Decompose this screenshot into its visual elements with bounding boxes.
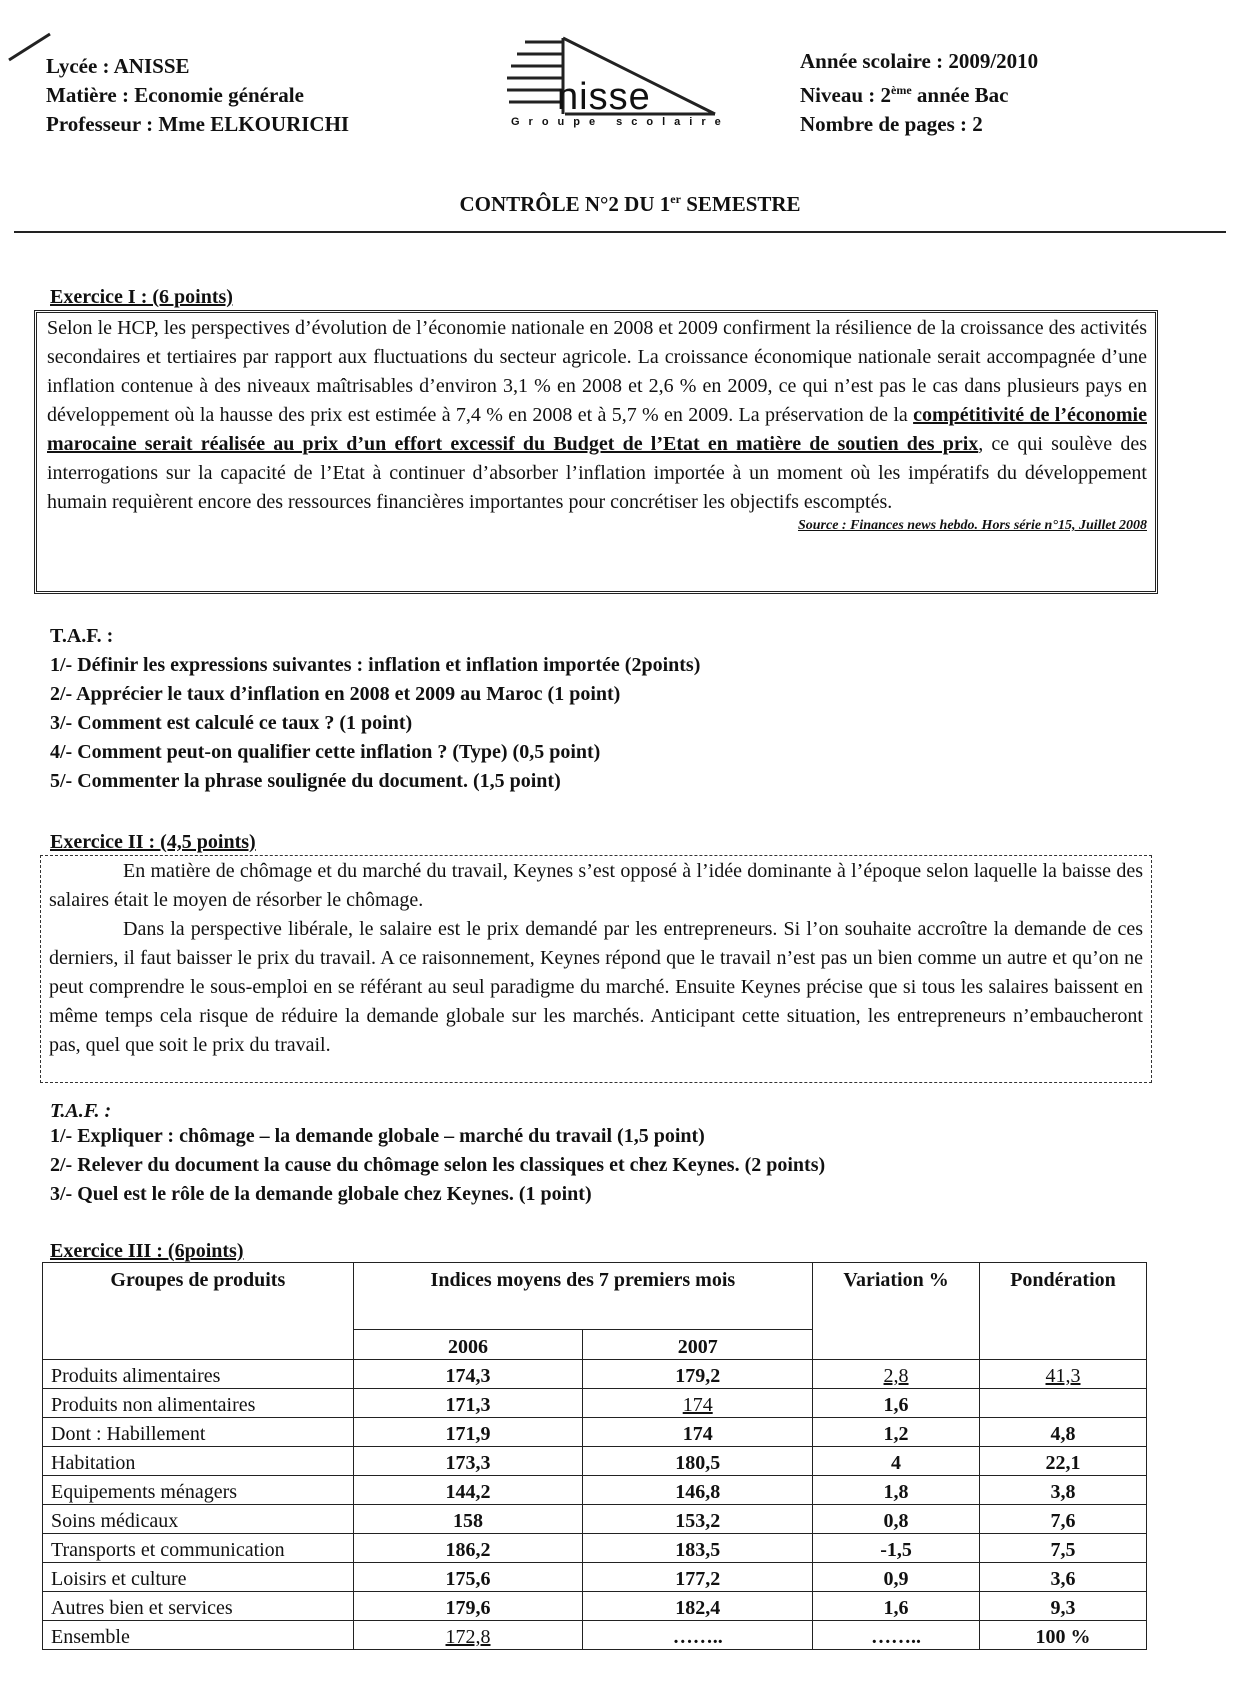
variation-cell: 0,9 xyxy=(813,1563,980,1592)
table-row xyxy=(43,1563,1147,1592)
ex1-question: 1/- Définir les expressions suivantes : inflation et inflation importée (2points) xyxy=(50,654,701,676)
value-2006-cell: 179,6 xyxy=(353,1592,583,1621)
group-cell: Habitation xyxy=(43,1447,354,1476)
ponderation-cell: 7,6 xyxy=(980,1505,1147,1534)
ex1-heading-text: Exercice I : (6 points) xyxy=(50,286,233,308)
ex2-question: 1/- Expliquer : chômage – la demande globale – marché du travail (1,5 point) xyxy=(50,1125,705,1147)
group-cell: Ensemble xyxy=(43,1621,354,1650)
ex2-questions xyxy=(50,1122,825,1209)
group-cell: Produits non alimentaires xyxy=(43,1389,354,1418)
value-2007-cell: 179,2 xyxy=(583,1360,813,1389)
variation-cell: 1,6 xyxy=(813,1389,980,1418)
value-2006-cell: 171,9 xyxy=(353,1418,583,1447)
logo-text: nisse xyxy=(557,76,651,118)
variation-cell: 1,6 xyxy=(813,1592,980,1621)
ex1-question: 5/- Commenter la phrase soulignée du document. (1,5 point) xyxy=(50,770,561,792)
page-count: Nombre de pages : 2 xyxy=(800,112,983,136)
group-cell: Equipements ménagers xyxy=(43,1476,354,1505)
group-cell: Autres bien et services xyxy=(43,1592,354,1621)
value-2007-cell: 183,5 xyxy=(583,1534,813,1563)
group-cell: Produits alimentaires xyxy=(43,1360,354,1389)
variation-cell: 4 xyxy=(813,1447,980,1476)
ex1-question: 2/- Apprécier le taux d’inflation en 2008 et 2009 au Maroc (1 point) xyxy=(50,683,621,705)
value-2007-cell: 153,2 xyxy=(583,1505,813,1534)
table-row xyxy=(43,1360,1147,1389)
level-suffix: année Bac xyxy=(911,83,1009,107)
ponderation-cell: 22,1 xyxy=(980,1447,1147,1476)
variation-cell: 1,8 xyxy=(813,1476,980,1505)
ponderation-cell: 100 % xyxy=(980,1621,1147,1650)
table-row xyxy=(43,1389,1147,1418)
value-2007-cell: 177,2 xyxy=(583,1563,813,1592)
ponderation-cell: 3,6 xyxy=(980,1563,1147,1592)
teacher: Professeur : Mme ELKOURICHI xyxy=(46,112,350,136)
ponderation-cell: 41,3 xyxy=(1045,1365,1081,1387)
ex3-heading-text: Exercice III : (6points) xyxy=(50,1240,244,1262)
value-2006-cell: 175,6 xyxy=(353,1563,583,1592)
value-2007-cell: 182,4 xyxy=(583,1592,813,1621)
table-row-total xyxy=(43,1621,1147,1650)
header-right xyxy=(800,47,1038,139)
ex2-document-box xyxy=(40,855,1152,1083)
value-2007-cell: 174 xyxy=(682,1394,713,1416)
title-suffix: SEMESTRE xyxy=(680,192,801,216)
table-row xyxy=(43,1592,1147,1621)
ponderation-cell: 9,3 xyxy=(980,1592,1147,1621)
ex3-table xyxy=(42,1262,1147,1650)
title-sup: er xyxy=(670,192,681,206)
table-header-row xyxy=(43,1263,1147,1330)
ex1-question: 3/- Comment est calculé ce taux ? (1 point) xyxy=(50,712,413,734)
col-groups-header: Groupes de produits xyxy=(43,1263,354,1360)
header-left xyxy=(46,52,349,139)
col-2006-header: 2006 xyxy=(353,1330,583,1360)
ex1-text-before: Selon le HCP, les perspectives d’évolution de l’économie nationale en 2008 et 2009 confirment la résilience de la croissance des activités secondaires et tertiaires par rapport aux fluctuations du secteur agricole. La croissance économique nationale serait accompagnée d’une inflation contenue à des niveaux maîtrisables d’environ 3,1 % en 2008 et 2,6 % en 2009, ce qui n’est pas le cas dans plusieurs pays en développement où la hausse des prix est estimée à 7,4 % en 2008 et à 5,7 % en 2009. La préservation de la xyxy=(47,317,1147,426)
ex1-questions xyxy=(50,651,700,796)
col-variation-header: Variation % xyxy=(813,1263,980,1360)
variation-cell: -1,5 xyxy=(813,1534,980,1563)
logo-subtitle: Groupe scolaire xyxy=(511,116,730,128)
value-2007-cell: …….. xyxy=(583,1621,813,1650)
ex2-para-2: Dans la perspective libérale, le salaire est le prix demandé par les entrepreneurs. Si l’on souhaite accroître la demande de ces derniers, il faut baisser le prix du travail. A ce raisonnement, Keynes répond que le travail n’est pas un bien comme un autre et qu’on ne peut comprendre le sous-emploi en se référant au seul paradigme du marché. Ensuite Keynes précise que si tous les salaires baissent en même temps cela risque de réduire la demande globale sur les marchés. Anticipant cette situation, les entrepreneurs n’embaucheront pas, quel que soit le prix du travail. xyxy=(49,918,1143,1056)
ex2-question: 2/- Relever du document la cause du chômage selon les classiques et chez Keynes. (2 points) xyxy=(50,1154,826,1176)
ex2-taf: T.A.F. : xyxy=(50,1100,112,1122)
value-2006-cell: 173,3 xyxy=(353,1447,583,1476)
ponderation-cell: 7,5 xyxy=(980,1534,1147,1563)
variation-cell: 1,2 xyxy=(813,1418,980,1447)
subject: Matière : Economie générale xyxy=(46,83,304,107)
ponderation-cell: 4,8 xyxy=(980,1418,1147,1447)
value-2007-cell: 180,5 xyxy=(583,1447,813,1476)
ex1-text xyxy=(47,314,1147,517)
table-row xyxy=(43,1505,1147,1534)
pen-mark-icon xyxy=(6,30,52,64)
value-2006-cell: 158 xyxy=(353,1505,583,1534)
table-row xyxy=(43,1447,1147,1476)
ex2-heading-text: Exercice II : (4,5 points) xyxy=(50,831,256,853)
header-divider xyxy=(14,231,1226,233)
variation-cell: 2,8 xyxy=(883,1365,909,1387)
col-ponderation-header: Pondération xyxy=(980,1263,1147,1360)
value-2006-cell: 172,8 xyxy=(445,1626,491,1648)
col-indices-header: Indices moyens des 7 premiers mois xyxy=(353,1263,812,1330)
group-cell: Soins médicaux xyxy=(43,1505,354,1534)
ex1-text-underlined: compétitivité de l’économie marocaine serait réalisée au prix d’un effort excessif du Budget de l’Etat en matière de soutien des prix xyxy=(47,404,1147,455)
ex1-heading xyxy=(50,286,233,309)
school-name: Lycée : ANISSE xyxy=(46,54,190,78)
level-sup: ème xyxy=(891,83,912,97)
level-prefix: Niveau : 2 xyxy=(800,83,891,107)
group-cell: Loisirs et culture xyxy=(43,1563,354,1592)
value-2006-cell: 171,3 xyxy=(353,1389,583,1418)
value-2007-cell: 174 xyxy=(583,1418,813,1447)
group-cell: Transports et communication xyxy=(43,1534,354,1563)
page-title xyxy=(0,192,1260,217)
ex1-document-box xyxy=(34,310,1158,594)
title-prefix: CONTRÔLE N°2 DU 1 xyxy=(459,192,671,216)
col-2007-header: 2007 xyxy=(583,1330,813,1360)
variation-cell: …….. xyxy=(813,1621,980,1650)
school-logo xyxy=(505,34,735,130)
ponderation-cell: 3,8 xyxy=(980,1476,1147,1505)
ex1-text-after: , ce qui soulève des interrogations sur la capacité de l’Etat à continuer d’absorber l’inflation importée à un moment où les impératifs du développement humain requièrent encore des ressources financières importantes pour concrétiser les objectifs escomptés. xyxy=(47,433,1147,513)
ex3-heading xyxy=(50,1240,244,1263)
ex2-para-1: En matière de chômage et du marché du travail, Keynes s’est opposé à l’idée dominante à l’époque selon laquelle la baisse des salaires était le moyen de résorber le chômage. xyxy=(49,860,1143,911)
table-row xyxy=(43,1418,1147,1447)
ex1-taf: T.A.F. : xyxy=(50,625,114,647)
group-cell: Dont : Habillement xyxy=(43,1418,354,1447)
level xyxy=(800,76,1038,110)
school-year: Année scolaire : 2009/2010 xyxy=(800,49,1039,73)
value-2006-cell: 186,2 xyxy=(353,1534,583,1563)
value-2007-cell: 146,8 xyxy=(583,1476,813,1505)
ex1-question: 4/- Comment peut-on qualifier cette inflation ? (Type) (0,5 point) xyxy=(50,741,601,763)
table-row xyxy=(43,1476,1147,1505)
ex2-heading xyxy=(50,831,256,854)
table-row xyxy=(43,1534,1147,1563)
ponderation-cell xyxy=(980,1389,1147,1418)
value-2006-cell: 174,3 xyxy=(353,1360,583,1389)
value-2006-cell: 144,2 xyxy=(353,1476,583,1505)
ex1-source: Source : Finances news hebdo. Hors série n°15, Juillet 2008 xyxy=(797,518,1147,533)
variation-cell: 0,8 xyxy=(813,1505,980,1534)
ex2-question: 3/- Quel est le rôle de la demande globale chez Keynes. (1 point) xyxy=(50,1183,592,1205)
